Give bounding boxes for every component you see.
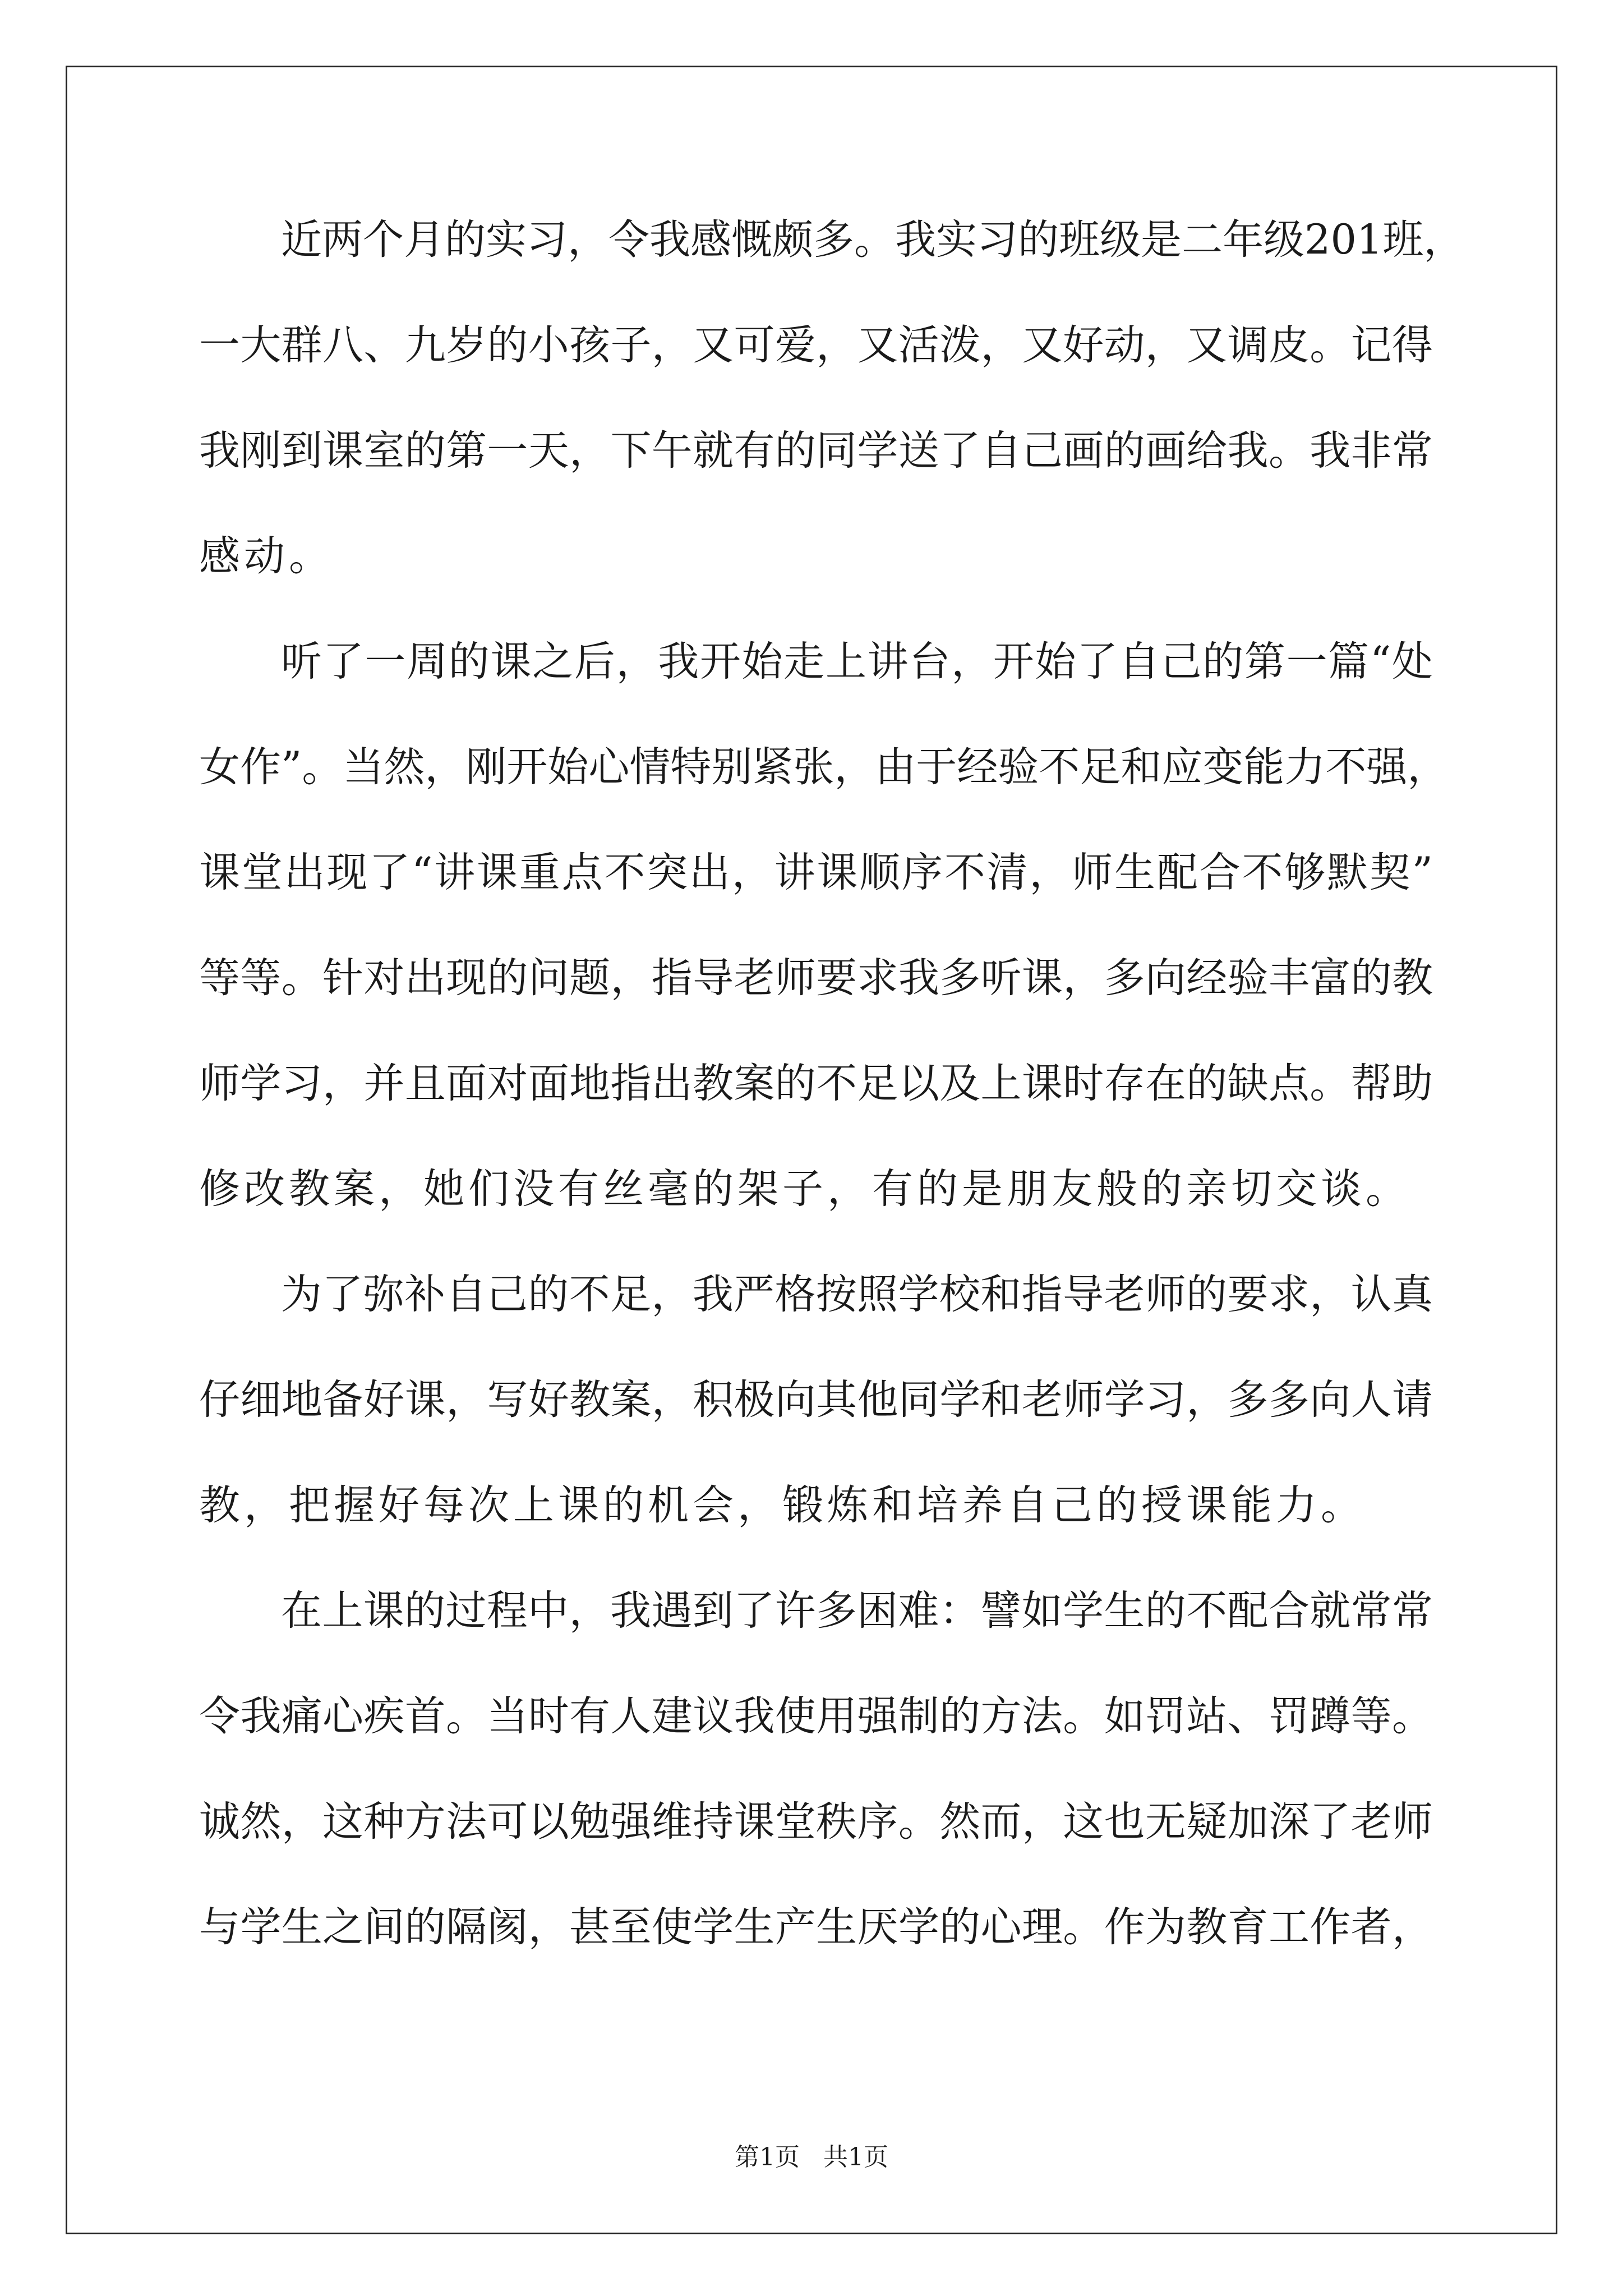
- text-line: 为了弥补自己的不足，我严格按照学校和指导老师的要求，认真: [281, 1271, 1433, 1318]
- text-line: 在上课的过程中，我遇到了许多困难：譬如学生的不配合就常常: [281, 1587, 1433, 1635]
- text-line: 诚然，这种方法可以勉强维持课堂秩序。然而，这也无疑加深了老师: [199, 1798, 1433, 1846]
- text-line: 近两个月的实习，令我感慨颇多。我实习的班级是二年级201班，: [281, 216, 1465, 264]
- text-line: 课堂出现了“讲课重点不突出，讲课顺序不清，师生配合不够默契”: [199, 849, 1433, 896]
- text-line: 女作”。当然，刚开始心情特别紧张，由于经验不足和应变能力不强，: [199, 743, 1449, 791]
- text-line: 与学生之间的隔阂，甚至使学生产生厌学的心理。作为教育工作者，: [199, 1903, 1433, 1951]
- text-line: 我刚到课室的第一天，下午就有的同学送了自己画的画给我。我非常: [199, 427, 1433, 475]
- text-line: 听了一周的课之后，我开始走上讲台，开始了自己的第一篇“处: [281, 638, 1433, 685]
- text-line: 修改教案，她们没有丝毫的架子，有的是朋友般的亲切交谈。: [199, 1165, 1410, 1213]
- text-line: 仔细地备好课，写好教案，积极向其他同学和老师学习，多多向人请: [199, 1376, 1433, 1424]
- text-line: 教，把握好每次上课的机会，锻炼和培养自己的授课能力。: [199, 1481, 1366, 1529]
- document-body: [199, 213, 1465, 2006]
- text-line: 一大群八、九岁的小孩子，又可爱，又活泼，又好动，又调皮。记得: [199, 321, 1433, 369]
- text-line: 感动。: [199, 532, 334, 580]
- text-line: 等等。针对出现的问题，指导老师要求我多听课，多向经验丰富的教: [199, 954, 1433, 1002]
- text-line: 师学习，并且面对面地指出教案的不足以及上课时存在的缺点。帮助: [199, 1060, 1433, 1107]
- text-line: 令我痛心疾首。当时有人建议我使用强制的方法。如罚站、罚蹲等。: [199, 1692, 1433, 1740]
- page-footer: 第1页 共1页: [735, 2143, 888, 2171]
